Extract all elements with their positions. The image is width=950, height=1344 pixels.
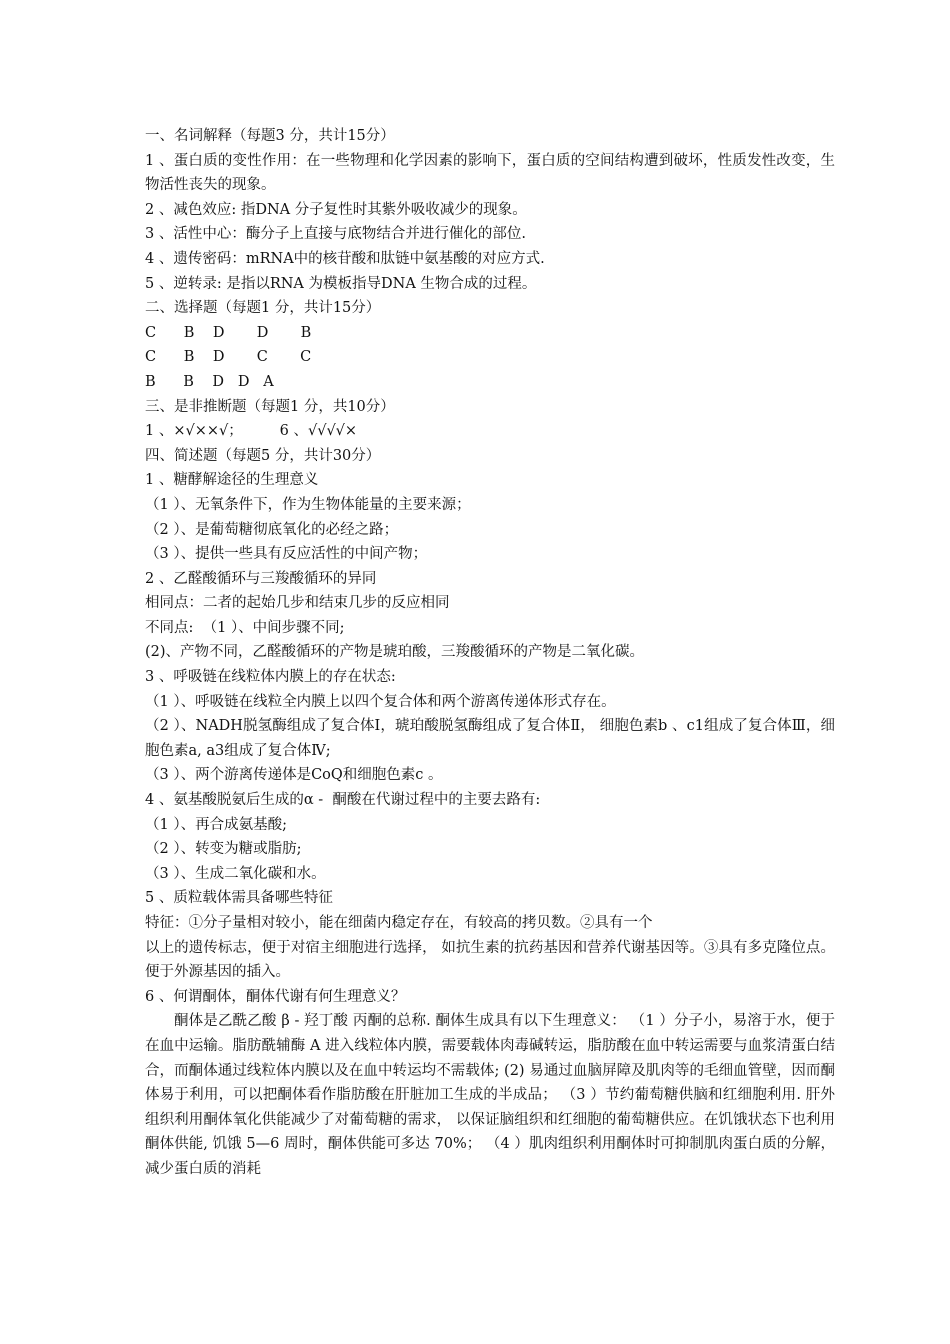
term-1: 1 、蛋白质的变性作用：在一些物理和化学因素的影响下，蛋白质的空间结构遭到破坏，性质发性改变，生物活性丧失的现象。 (145, 152, 835, 194)
term-4: 4 、遗传密码：mRNA中的核苷酸和肽链中氨基酸的对应方式. (145, 250, 545, 267)
choice-row: B B D D A (145, 373, 274, 390)
question-4-title: 4 、氨基酸脱氨后生成的α - 酮酸在代谢过程中的主要去路有: (145, 792, 541, 809)
section-2-heading: 二、选择题（每题1 分，共计15分） (145, 300, 381, 317)
question-2-line: 不同点: （1 ）、中间步骤不同; (145, 619, 345, 636)
question-4-line: （2 ）、转变为糖或脂肪; (145, 841, 302, 858)
choice-row: C B D C C (145, 349, 312, 366)
term-5: 5 、逆转录: 是指以RNA 为模板指导DNA 生物合成的过程。 (145, 275, 537, 292)
question-4-line: （1 ）、再合成氨基酸; (145, 816, 287, 833)
section-1-heading: 一、名词解释（每题3 分，共计15分） (145, 128, 395, 144)
question-5-paragraph: 以上的遗传标志，便于对宿主细胞进行选择， 如抗生素的抗药基因和营养代谢基因等。③具有多克隆位点。便于外源基因的插入。 (145, 939, 835, 981)
question-2-title: 2 、乙醛酸循环与三羧酸循环的异同 (145, 570, 377, 587)
section-3-heading: 三、是非推断题（每题1 分，共10分） (145, 398, 395, 415)
question-5-title: 5 、质粒载体需具备哪些特征 (145, 890, 333, 907)
question-2-line: (2)、产物不同，乙醛酸循环的产物是琥珀酸，三羧酸循环的产物是二氧化碳。 (145, 644, 645, 661)
question-1-line: （1 ）、无氧条件下，作为生物体能量的主要来源； (145, 496, 471, 513)
question-3-line: （1 ）、呼吸链在线粒全内膜上以四个复合体和两个游离传递体形式存在。 (145, 693, 616, 710)
question-6-title: 6 、何谓酮体，酮体代谢有何生理意义？ (145, 988, 406, 1005)
term-3: 3 、活性中心：酶分子上直接与底物结合并进行催化的部位. (145, 226, 526, 243)
question-1-line: （3 ）、提供一些具有反应活性的中间产物； (145, 546, 428, 563)
question-5-line: 特征：①分子量相对较小，能在细菌内稳定存在，有较高的拷贝数。②具有一个 (145, 915, 653, 931)
question-6-paragraph: 酮体是乙酰乙酸 β - 羟丁酸 丙酮的总称. 酮体生成具有以下生理意义： （1 ）分子小，易溶于水，便于在血中运输。脂肪酰辅酶 A 进入线粒体内膜，需要载体肉毒碱转运，脂肪酸在血中转运需要与血浆清蛋白结合，而酮体通过线粒体内膜以及在血中转运均不需载体; (2) 易通过血脑屏障及肌肉等的毛细血管壁，因而酮体易于利用，可以把酮体看作脂肪酸在肝脏加工生成的半成品； （3 ）节约葡萄糖供脑和红细胞利用. 肝外组织利用酮体氧化供能减少了对葡萄糖的需求， 以保证脑组织和红细胞的葡萄糖供应。在饥饿状态下也利用酮体供能, 饥饿 5—6 周时，酮体供能可多达 70%； （4 ）肌肉组织利用酮体时可抑制肌肉蛋白质的分解，减少蛋白质的消耗 (145, 1013, 835, 1177)
question-2-line: 相同点：二者的起始几步和结束几步的反应相同 (145, 595, 450, 612)
judgement-row: 1 、×√××√； 6 、√√√√× (145, 423, 358, 440)
question-4-line: （3 ）、生成二氧化碳和水。 (145, 865, 326, 882)
answer-document (145, 124, 835, 1182)
question-3-line: （3 ）、两个游离传递体是CoQ和细胞色素c 。 (145, 767, 443, 784)
choice-row: C B D D B (145, 324, 312, 341)
question-1-line: （2 ）、是葡萄糖彻底氧化的必经之路； (145, 521, 399, 538)
term-2: 2 、减色效应: 指DNA 分子复性时其紫外吸收减少的现象。 (145, 201, 527, 218)
section-4-heading: 四、简述题（每题5 分，共计30分） (145, 447, 381, 464)
question-1-title: 1 、糖酵解途径的生理意义 (145, 472, 319, 489)
question-3-paragraph: （2 ）、NADH脱氢酶组成了复合体Ⅰ，琥珀酸脱氢酶组成了复合体Ⅱ， 细胞色素b 、c1组成了复合体Ⅲ，细胞色素a, a3组成了复合体Ⅳ; (145, 718, 835, 759)
question-3-title: 3 、呼吸链在线粒体内膜上的存在状态: (145, 669, 396, 686)
